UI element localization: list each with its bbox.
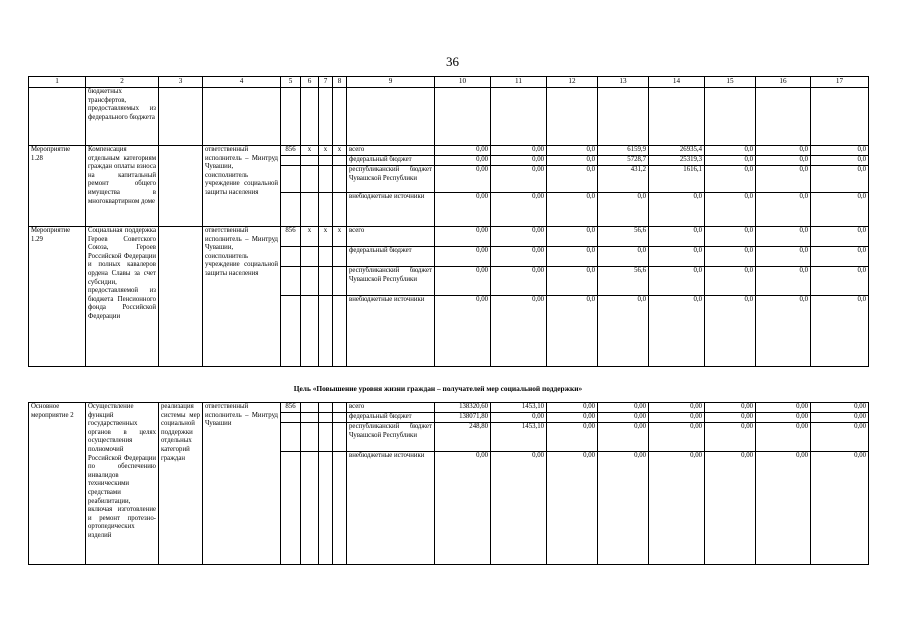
header-cell: 14	[649, 77, 705, 88]
measure-name: Мероприятие 1.28	[29, 146, 86, 227]
value-cell: 0,0	[705, 193, 756, 227]
measure-col3	[159, 146, 203, 227]
value-cell: 0,0	[705, 296, 756, 367]
measure-description: Осуществление функций государственных органов в целях осуществления полномочий Российской Федерации по обеспечению инвалидов техническими средствами реабилитации, включая изготовление и ремонт протезно-ортопедических изделий	[86, 403, 159, 565]
value-cell: 0,00	[491, 156, 547, 166]
value-cell: 0,00	[491, 247, 547, 267]
code-cell: x	[319, 227, 333, 247]
value-cell: 0,0	[547, 296, 598, 367]
measure-col3	[159, 227, 203, 367]
value-cell: 0,0	[598, 247, 649, 267]
goal-heading: Цель «Повышение уровня жизни граждан – получателей мер социальной поддержки»	[293, 384, 583, 393]
code-cell: x	[333, 146, 347, 156]
value-cell: 0,0	[705, 267, 756, 296]
value-cell: 0,00	[598, 413, 649, 423]
value-cell: 0,00	[435, 267, 491, 296]
value-cell: 0,00	[491, 413, 547, 423]
code-cell: x	[301, 227, 319, 247]
continuation-row	[29, 88, 869, 146]
source-republic: республиканский бюджет Чувашской Республики	[347, 166, 435, 193]
value-cell: 0,00	[547, 452, 598, 565]
code-cell: 856	[281, 146, 301, 156]
value-cell: 0,0	[811, 193, 869, 227]
value-cell: 0,0	[705, 156, 756, 166]
value-cell: 0,0	[649, 267, 705, 296]
value-cell: 138071,80	[435, 413, 491, 423]
value-cell: 1453,10	[491, 423, 547, 452]
responsible-executor: ответственный исполнитель – Минтруд Чувашии, соисполнитель учреждение социальной защиты населения	[203, 227, 281, 367]
value-cell: 0,00	[649, 413, 705, 423]
value-cell: 0,00	[705, 413, 756, 423]
value-cell: 0,00	[435, 166, 491, 193]
value-cell: 0,0	[649, 193, 705, 227]
value-cell: 0,0	[756, 267, 811, 296]
value-cell: 0,00	[756, 423, 811, 452]
value-cell: 0,0	[598, 296, 649, 367]
value-cell: 0,00	[756, 413, 811, 423]
source-total: всего	[347, 227, 435, 247]
value-cell: 0,00	[811, 413, 869, 423]
source-total: всего	[347, 403, 435, 413]
header-row	[29, 77, 869, 88]
responsible-executor: ответственный исполнитель – Минтруд Чувашии, соисполнитель учреждение социальной защиты населения	[203, 146, 281, 227]
value-cell: 0,0	[547, 193, 598, 227]
value-cell: 0,00	[491, 296, 547, 367]
value-cell: 0,00	[649, 423, 705, 452]
code-cell	[333, 403, 347, 413]
value-cell: 26935,4	[649, 146, 705, 156]
header-cell: 7	[319, 77, 333, 88]
budget-table-upper	[28, 76, 869, 367]
value-cell: 0,00	[491, 227, 547, 247]
value-cell: 0,0	[756, 247, 811, 267]
code-cell	[319, 403, 333, 413]
value-cell: 0,0	[705, 166, 756, 193]
source-federal: федеральный бюджет	[347, 413, 435, 423]
header-cell: 1	[29, 77, 86, 88]
value-cell: 0,0	[811, 146, 869, 156]
value-cell: 0,00	[435, 227, 491, 247]
value-cell: 0,00	[491, 166, 547, 193]
value-cell: 0,00	[435, 193, 491, 227]
value-cell: 0,00	[649, 452, 705, 565]
responsible-executor: ответственный исполнитель – Минтруд Чувашии	[203, 403, 281, 565]
value-cell: 0,00	[811, 452, 869, 565]
value-cell: 0,0	[649, 227, 705, 247]
value-cell: 138320,60	[435, 403, 491, 413]
code-cell: x	[333, 227, 347, 247]
value-cell: 0,0	[756, 227, 811, 247]
value-cell: 0,00	[756, 403, 811, 413]
value-cell: 0,00	[811, 423, 869, 452]
header-cell: 9	[347, 77, 435, 88]
value-cell: 0,0	[811, 166, 869, 193]
source-total: всего	[347, 146, 435, 156]
value-cell: 0,00	[491, 267, 547, 296]
code-cell: x	[319, 146, 333, 156]
continuation-text: бюджетных трансфертов, предоставляемых из федерального бюджета	[86, 88, 159, 146]
measure-col3: реализация системы мер социальной поддержки отдельных категорий граждан	[159, 403, 203, 565]
value-cell: 0,00	[756, 452, 811, 565]
header-cell: 2	[86, 77, 159, 88]
value-cell: 0,0	[547, 267, 598, 296]
value-cell: 5728,7	[598, 156, 649, 166]
code-cell	[301, 403, 319, 413]
value-cell: 0,0	[756, 146, 811, 156]
value-cell: 0,00	[491, 452, 547, 565]
value-cell: 0,00	[649, 403, 705, 413]
value-cell: 0,00	[435, 146, 491, 156]
value-cell: 0,0	[811, 267, 869, 296]
measure-name: Основное мероприятие 2	[29, 403, 86, 565]
value-cell: 0,00	[435, 247, 491, 267]
value-cell: 56,6	[598, 267, 649, 296]
table-row	[29, 227, 869, 247]
header-cell: 8	[333, 77, 347, 88]
value-cell: 0,0	[811, 296, 869, 367]
page-number: 36	[446, 54, 459, 69]
value-cell: 0,0	[756, 296, 811, 367]
value-cell: 0,0	[811, 247, 869, 267]
header-cell: 15	[705, 77, 756, 88]
measure-description: Компенсация отдельным категориям граждан оплаты взноса на капитальный ремонт общего имущества в многоквартирном доме	[86, 146, 159, 227]
value-cell: 0,0	[756, 156, 811, 166]
value-cell: 0,0	[756, 193, 811, 227]
value-cell: 0,00	[435, 296, 491, 367]
measure-name: Мероприятие 1.29	[29, 227, 86, 367]
value-cell: 0,0	[811, 156, 869, 166]
header-cell: 3	[159, 77, 203, 88]
value-cell: 0,00	[491, 146, 547, 156]
measure-description: Социальная поддержка Героев Советского Союза, Героев Российской Федерации и полных кавалеров ордена Славы за счет субсидии, предоставляемой из бюджета Пенсионного фонда Российской Федерации	[86, 227, 159, 367]
header-cell: 6	[301, 77, 319, 88]
header-cell: 17	[811, 77, 869, 88]
value-cell: 0,0	[705, 247, 756, 267]
value-cell: 0,00	[598, 403, 649, 413]
source-federal: федеральный бюджет	[347, 247, 435, 267]
table-row	[29, 146, 869, 156]
header-cell: 13	[598, 77, 649, 88]
value-cell: 0,0	[547, 156, 598, 166]
value-cell: 0,0	[756, 166, 811, 193]
source-extra: внебюджетные источники	[347, 296, 435, 367]
value-cell: 0,0	[598, 193, 649, 227]
value-cell: 248,80	[435, 423, 491, 452]
value-cell: 0,00	[435, 156, 491, 166]
value-cell: 0,00	[598, 452, 649, 565]
source-federal: федеральный бюджет	[347, 156, 435, 166]
code-cell: 856	[281, 403, 301, 413]
value-cell: 0,00	[547, 423, 598, 452]
value-cell: 1453,10	[491, 403, 547, 413]
value-cell: 0,0	[705, 146, 756, 156]
header-cell: 11	[491, 77, 547, 88]
value-cell: 6159,9	[598, 146, 649, 156]
table-row	[29, 403, 869, 413]
header-cell: 5	[281, 77, 301, 88]
value-cell: 0,0	[649, 296, 705, 367]
code-cell: 856	[281, 227, 301, 247]
value-cell: 0,0	[547, 247, 598, 267]
source-extra: внебюджетные источники	[347, 193, 435, 227]
value-cell: 0,00	[598, 423, 649, 452]
value-cell: 0,0	[705, 227, 756, 247]
budget-table-lower	[28, 402, 869, 565]
value-cell: 56,6	[598, 227, 649, 247]
value-cell: 25319,3	[649, 156, 705, 166]
value-cell: 0,00	[435, 452, 491, 565]
value-cell: 0,00	[547, 413, 598, 423]
value-cell: 1616,1	[649, 166, 705, 193]
source-extra: внебюджетные источники	[347, 452, 435, 565]
value-cell: 0,00	[705, 452, 756, 565]
header-cell: 12	[547, 77, 598, 88]
value-cell: 0,0	[649, 247, 705, 267]
value-cell: 0,0	[811, 227, 869, 247]
value-cell: 0,0	[547, 146, 598, 156]
value-cell: 0,0	[547, 166, 598, 193]
value-cell: 0,0	[547, 227, 598, 247]
source-republic: республиканский бюджет Чувашской Республики	[347, 423, 435, 452]
value-cell: 0,00	[705, 423, 756, 452]
header-cell: 16	[756, 77, 811, 88]
value-cell: 0,00	[705, 403, 756, 413]
header-cell: 10	[435, 77, 491, 88]
value-cell: 0,00	[547, 403, 598, 413]
value-cell: 0,00	[491, 193, 547, 227]
value-cell: 431,2	[598, 166, 649, 193]
source-republic: республиканский бюджет Чувашской Республики	[347, 267, 435, 296]
value-cell: 0,00	[811, 403, 869, 413]
code-cell: x	[301, 146, 319, 156]
header-cell: 4	[203, 77, 281, 88]
